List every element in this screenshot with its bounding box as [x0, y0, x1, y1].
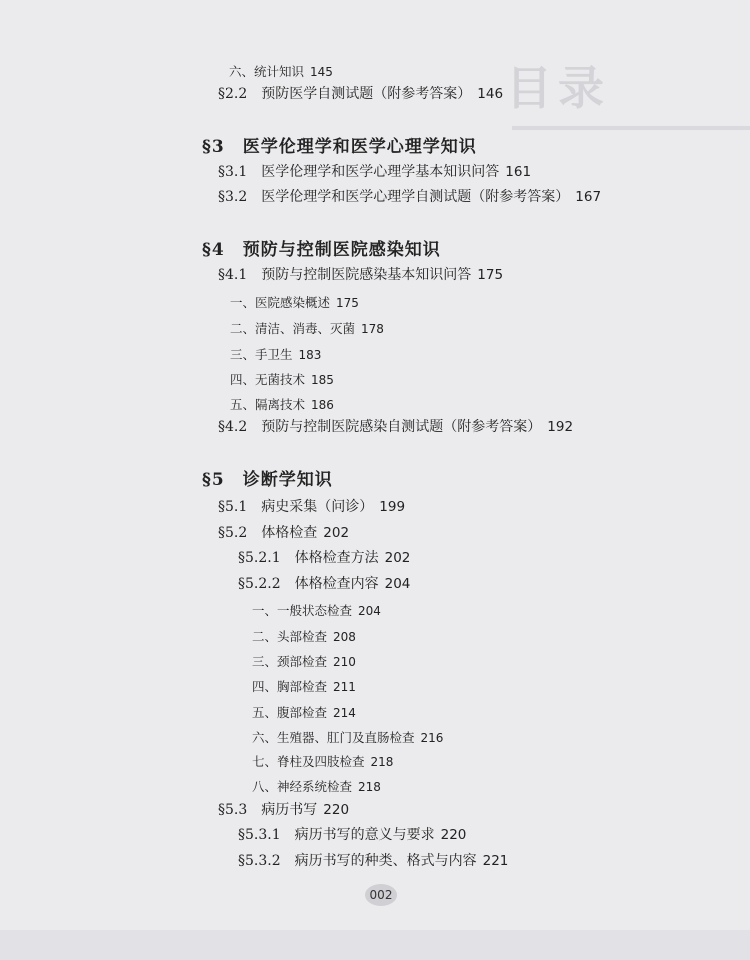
toc-entry-text: 六、生殖器、肛门及直肠检查 — [252, 730, 415, 745]
toc-entry-text: 二、清洁、消毒、灭菌 — [230, 321, 356, 336]
toc-entry-page: 145 — [310, 65, 333, 79]
toc-entry-text: 二、头部检查 — [252, 629, 328, 644]
toc-entry-page: 218 — [358, 780, 381, 794]
toc-entry-text: 五、隔离技术 — [230, 397, 306, 412]
toc-entry-text: §3.1 医学伦理学和医学心理学基本知识问答 — [218, 164, 500, 180]
toc-entry — [238, 551, 410, 566]
section-heading-text: §4 预防与控制医院感染知识 — [202, 240, 441, 260]
toc-entry — [218, 268, 503, 283]
toc-entry — [252, 756, 393, 769]
toc-entry — [218, 500, 405, 515]
toc-entry-page: 192 — [547, 419, 574, 435]
toc-entry — [252, 605, 381, 618]
toc-entry-page: 204 — [384, 576, 411, 592]
toc-entry-text: §4.1 预防与控制医院感染基本知识问答 — [218, 267, 472, 283]
toc-entry — [230, 323, 384, 336]
section-heading — [202, 139, 477, 156]
section-heading — [202, 242, 441, 259]
toc-entry — [218, 526, 349, 541]
toc-entry — [238, 577, 410, 592]
toc-entry-text: 七、脊柱及四肢检查 — [252, 754, 365, 769]
toc-entry-page: 175 — [477, 267, 504, 283]
toc-entry-text: 一、医院感染概述 — [230, 295, 331, 310]
toc-entry-page: 202 — [384, 550, 411, 566]
toc-entry-text: §5.2.1 体格检查方法 — [238, 550, 379, 566]
toc-entry-page: 183 — [298, 348, 322, 362]
toc-entry — [230, 399, 334, 412]
toc-entry — [218, 803, 349, 818]
toc-entry-page: 210 — [333, 655, 356, 669]
toc-entry-text: §5.3.2 病历书写的种类、格式与内容 — [238, 853, 477, 869]
toc-entry-page: 167 — [575, 189, 602, 205]
toc-entry-page: 218 — [370, 755, 394, 769]
toc-entry-page: 175 — [336, 296, 359, 310]
toc-entry-page: 220 — [323, 802, 350, 818]
toc-entry-page: 185 — [311, 373, 334, 387]
toc-entry — [252, 732, 443, 745]
toc-entry-text: 八、神经系统检查 — [252, 779, 353, 794]
toc-entry-text: §5.1 病史采集（问诊） — [218, 499, 374, 515]
toc-entry — [229, 66, 333, 79]
toc-entry-page: 208 — [333, 630, 356, 644]
toc-entry-page: 221 — [482, 853, 509, 869]
toc-entry — [218, 190, 601, 205]
toc-entry — [218, 165, 531, 180]
background-divider — [512, 126, 750, 130]
toc-entry-text: 四、胸部检查 — [252, 679, 328, 694]
toc-entry-page: 216 — [420, 731, 444, 745]
toc-entry-text: §3.2 医学伦理学和医学心理学自测试题（附参考答案） — [218, 189, 570, 205]
toc-entry-page: 204 — [358, 604, 381, 618]
toc-entry-page: 202 — [323, 525, 350, 541]
toc-entry — [238, 828, 466, 843]
toc-entry — [238, 854, 508, 869]
toc-entry-text: §4.2 预防与控制医院感染自测试题（附参考答案） — [218, 419, 542, 435]
toc-entry-page: 220 — [440, 827, 467, 843]
bottom-shadow — [0, 930, 750, 960]
toc-entry-page: 146 — [477, 86, 504, 102]
toc-entry-text: §5.2 体格检查 — [218, 525, 318, 541]
toc-entry — [252, 681, 356, 694]
toc-entry-text: §5.3.1 病历书写的意义与要求 — [238, 827, 435, 843]
toc-entry — [252, 781, 381, 794]
section-heading-text: §5 诊断学知识 — [202, 470, 333, 490]
toc-entry — [252, 707, 356, 720]
toc-entry — [230, 349, 321, 362]
toc-entry — [230, 374, 334, 387]
toc-entry-page: 199 — [379, 499, 406, 515]
toc-entry-page: 214 — [333, 706, 356, 720]
toc-entry-page: 186 — [311, 398, 334, 412]
toc-entry-text: 四、无菌技术 — [230, 372, 306, 387]
toc-entry-text: 六、统计知识 — [229, 64, 305, 79]
toc-entry — [252, 656, 356, 669]
section-heading — [202, 472, 333, 489]
toc-entry-text: 三、颈部检查 — [252, 654, 328, 669]
toc-entry-text: 三、手卫生 — [230, 347, 293, 362]
toc-entry-page: 178 — [361, 322, 384, 336]
page-number: 002 — [365, 884, 397, 906]
toc-entry — [230, 297, 359, 310]
toc-entry-text: §5.2.2 体格检查内容 — [238, 576, 379, 592]
toc-entry-page: 211 — [333, 680, 356, 694]
toc-entry — [218, 87, 503, 102]
toc-entry — [252, 631, 356, 644]
toc-entry-text: §5.3 病历书写 — [218, 802, 318, 818]
toc-entry — [218, 420, 573, 435]
toc-entry-text: §2.2 预防医学自测试题（附参考答案） — [218, 86, 472, 102]
toc-entry-text: 一、一般状态检查 — [252, 603, 353, 618]
toc-entry-text: 五、腹部检查 — [252, 705, 328, 720]
section-heading-text: §3 医学伦理学和医学心理学知识 — [202, 137, 477, 157]
toc-entry-page: 161 — [505, 164, 532, 180]
background-title: 目录 — [506, 61, 610, 115]
